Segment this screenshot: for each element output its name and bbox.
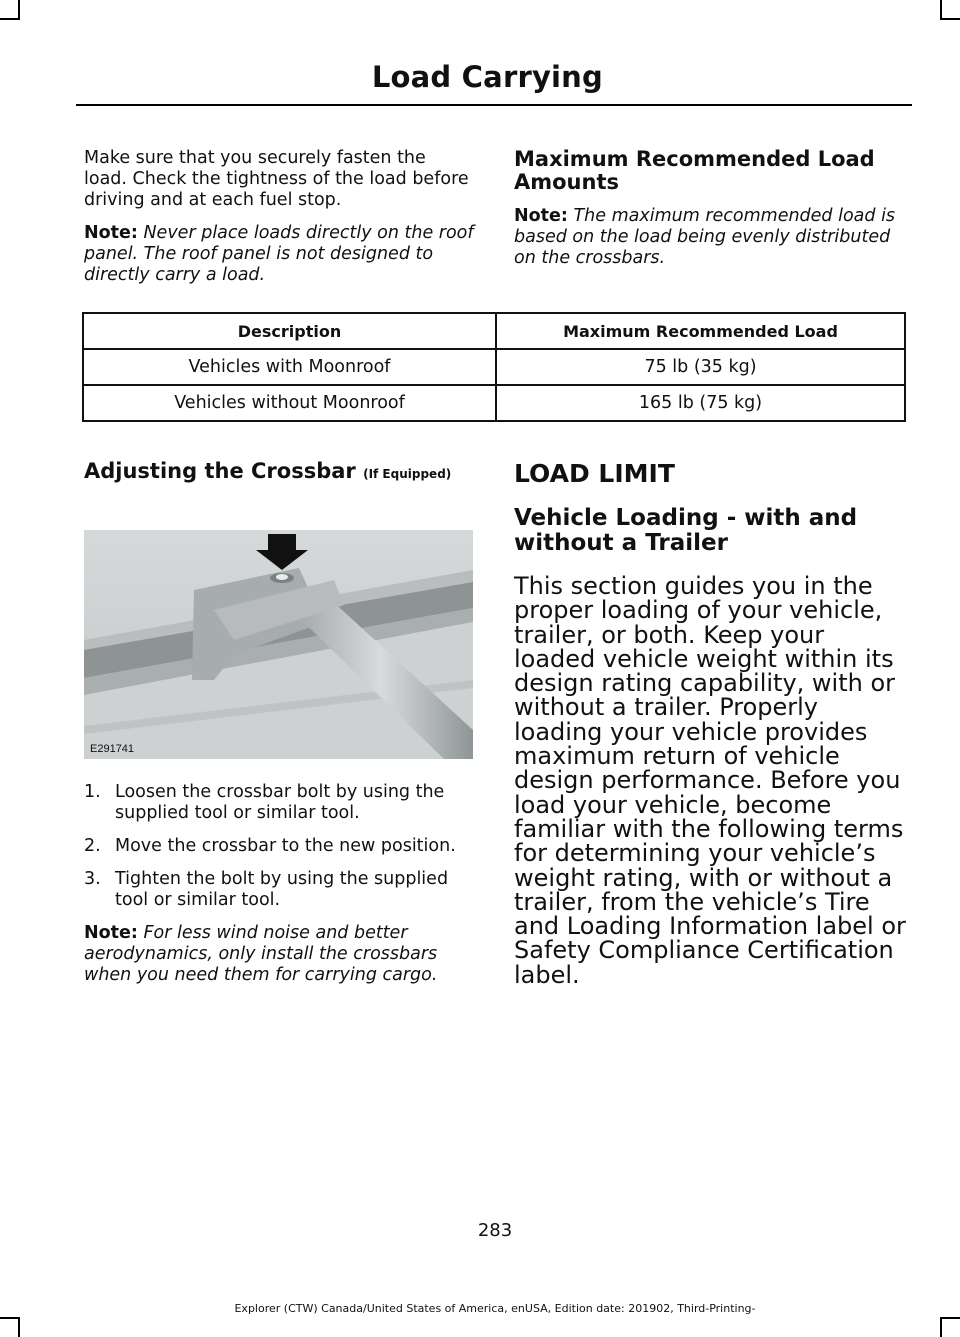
max-load-heading: Maximum Recommended Load Amounts [514, 147, 875, 194]
crop-mark [18, 0, 20, 20]
vehicle-loading-heading: Vehicle Loading - with and without a Trailer [514, 505, 858, 556]
page-title: Load Carrying [371, 60, 603, 94]
crossbar-steps [84, 782, 474, 911]
note-text: Never place loads directly on the roof panel. The roof panel is not designed to directly carry a load. [84, 223, 474, 285]
crop-mark [0, 18, 20, 20]
crop-mark [940, 1317, 960, 1319]
column-header: Maximum Recommended Load [496, 313, 905, 349]
crop-mark [0, 1317, 20, 1319]
step-number: 2. [84, 836, 101, 856]
note-text: For less wind noise and better aerodynamics, only install the crossbars when you need them for carrying cargo. [84, 923, 438, 985]
note-label: Note: [514, 206, 568, 226]
column-header: Description [83, 313, 496, 349]
crossbar-heading-suffix: (If Equipped) [363, 467, 452, 481]
list-item [84, 869, 474, 911]
crop-mark [940, 1317, 942, 1337]
list-item [84, 836, 474, 857]
right-intro [514, 148, 909, 269]
crossbar-heading-block [84, 460, 474, 498]
max-load-table [82, 312, 906, 422]
title-divider [76, 104, 912, 106]
max-load-note [514, 206, 909, 269]
crossbar-illustration [84, 530, 473, 759]
table-cell: Vehicles with Moonroof [83, 349, 496, 385]
note-text: The maximum recommended load is based on the load being evenly distributed on the crossbars. [514, 206, 896, 268]
crossbar-heading-text: Adjusting the Crossbar [84, 459, 356, 483]
step-text: Move the crossbar to the new position. [115, 836, 456, 856]
page-number: 283 [477, 1220, 513, 1241]
crossbar-note [84, 923, 474, 986]
load-limit-heading: LOAD LIMIT [514, 459, 675, 488]
crop-mark [940, 0, 942, 20]
load-limit-block [514, 460, 909, 987]
crossbar-steps-block [84, 782, 474, 986]
left-intro [84, 148, 474, 286]
note-label: Note: [84, 223, 138, 243]
load-limit-paragraph: This section guides you in the proper loading of your vehicle, trailer, or both. Keep your loaded vehicle weight within its design rating capability, with or without a trailer. Properly loading your vehicle provides maximum return of vehicle design performance. Before you load your vehicle, become familiar with the following terms for determining your vehicle’s weight rating, with or without a trailer, from the vehicle’s Tire and Loading Information label or Safety Compliance Certification label. [514, 572, 906, 989]
table-header-row [83, 313, 905, 349]
figure-code: E291741 [90, 743, 135, 755]
list-item [84, 782, 474, 824]
intro-paragraph: Make sure that you securely fasten the load. Check the tightness of the load before driving and at each fuel stop. [84, 148, 469, 210]
crop-mark [940, 18, 960, 20]
table-row [83, 385, 905, 421]
step-text: Loosen the crossbar bolt by using the supplied tool or similar tool. [115, 782, 445, 823]
crossbar-image [84, 530, 473, 759]
step-number: 3. [84, 869, 101, 889]
step-number: 1. [84, 782, 101, 802]
table-row [83, 349, 905, 385]
note-label: Note: [84, 923, 138, 943]
crop-mark [18, 1317, 20, 1337]
table-cell: Vehicles without Moonroof [83, 385, 496, 421]
crossbar-heading [84, 460, 474, 486]
table-cell: 75 lb (35 kg) [496, 349, 905, 385]
footer-text: Explorer (CTW) Canada/United States of America, enUSA, Edition date: 201902, Third-Printing- [234, 1302, 756, 1315]
step-text: Tighten the bolt by using the supplied tool or similar tool. [115, 869, 449, 910]
roof-note [84, 223, 474, 286]
table-cell: 165 lb (75 kg) [496, 385, 905, 421]
